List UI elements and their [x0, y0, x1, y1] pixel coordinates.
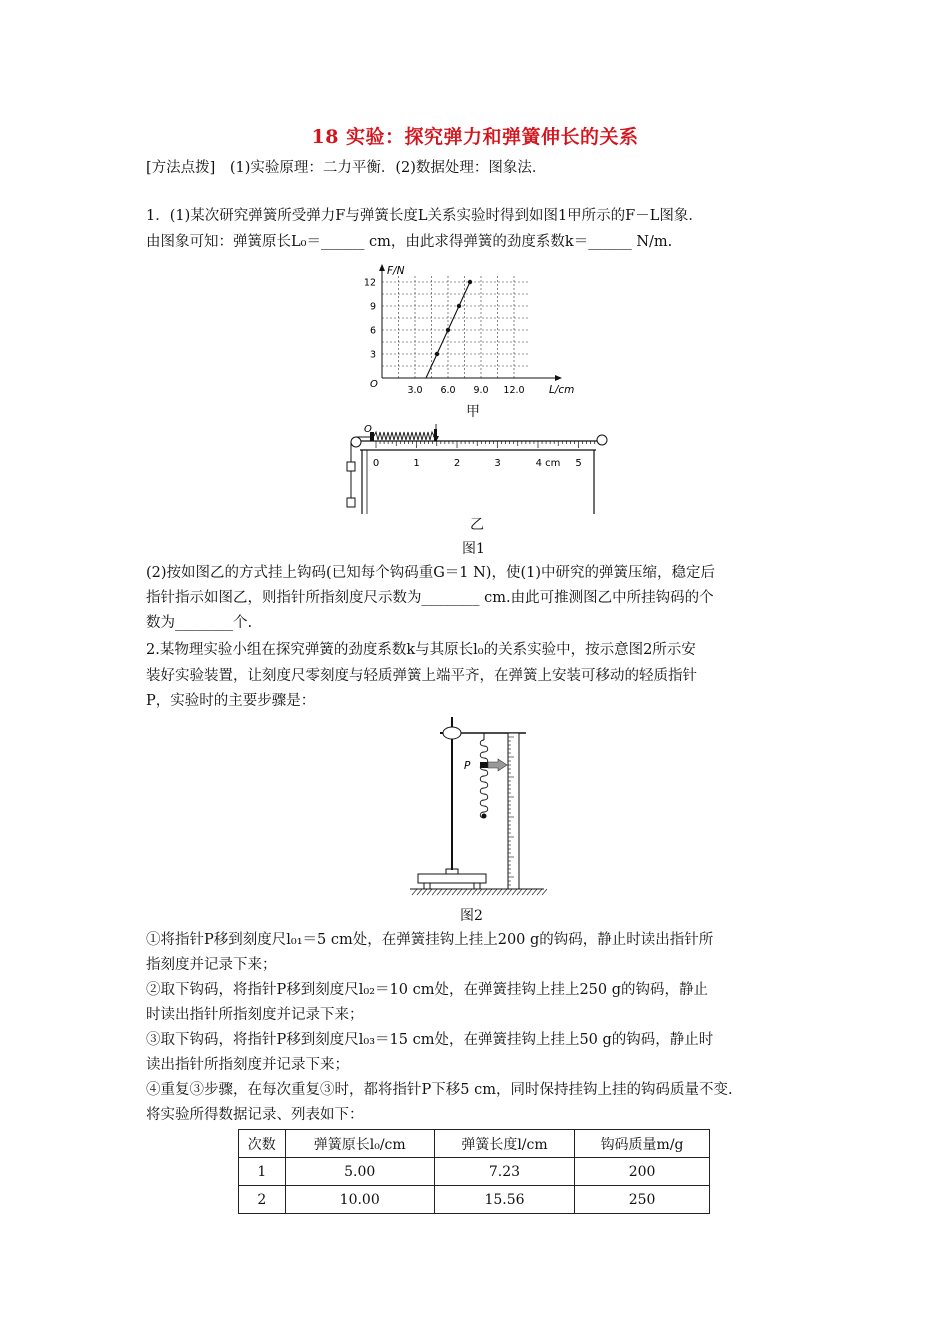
ruler-ticks	[376, 441, 595, 448]
floor-hatch-line	[452, 889, 457, 895]
q2-step-5: 将实验所得数据记录、列表如下：	[146, 1107, 364, 1123]
page-title: 18 实验：探究弹力和弹簧伸长的关系	[311, 126, 639, 148]
q2-line-1: 2.某物理实验小组在探究弹簧的劲度系数k与其原长l₀的关系实验中，按示意图2所示安	[146, 642, 696, 658]
ruler-label: 0	[372, 458, 380, 469]
base-foot-left	[424, 883, 430, 889]
q2-step-2b: 时读出指针所指刻度并记录下来；	[146, 1007, 364, 1023]
vertical-spring	[480, 740, 488, 818]
floor-hatch-line	[412, 889, 417, 895]
table-cell: 2	[239, 1186, 286, 1214]
q2-step-3a: ③取下钩码，将指针P移到刻度尺l₀₃＝15 cm处，在弹簧挂钩上挂上50 g的钩码，静止时	[146, 1032, 714, 1048]
floor-hatch-line	[542, 889, 547, 895]
table-header: 弹簧长度l/cm	[434, 1130, 574, 1158]
fig1-jia-label: 甲	[466, 404, 480, 420]
data-point	[435, 352, 439, 356]
fig1-yi-label: 乙	[470, 517, 484, 533]
floor-hatch-line	[417, 889, 422, 895]
table-header: 次数	[239, 1130, 286, 1158]
hook-weight-bottom	[347, 498, 355, 507]
x-tick-label: 6.0	[440, 385, 456, 396]
ruler-label: 5	[575, 458, 582, 469]
spring-hook-end	[482, 814, 487, 819]
spring-stand-diagram	[404, 713, 554, 901]
table-cell: 15.56	[434, 1186, 574, 1214]
y-axis-label: F/N	[387, 265, 405, 277]
floor-hatch-line	[447, 889, 452, 895]
x-axis-label: L/cm	[549, 384, 575, 396]
table-cell: 200	[575, 1158, 710, 1186]
floor-hatch-line	[532, 889, 537, 895]
floor-hatch-line	[462, 889, 467, 895]
floor-hatch-line	[442, 889, 447, 895]
table-row	[239, 1186, 710, 1214]
q1-line-1: 1．(1)某次研究弹簧所受弹力F与弹簧长度L关系实验时得到如图1甲所示的F－L图象．	[146, 208, 703, 224]
right-knob	[597, 435, 607, 445]
stand-base	[418, 874, 486, 883]
table-cell: 1	[239, 1158, 286, 1186]
spring-coil	[374, 432, 434, 440]
vertical-ruler	[508, 733, 519, 889]
table-header: 钩码质量m/g	[575, 1130, 710, 1158]
fig1-caption: 图1	[462, 541, 485, 557]
y-tick-label: 3	[369, 349, 376, 361]
floor-hatch-line	[467, 889, 472, 895]
q2-step-3b: 读出指针所指刻度并记录下来；	[146, 1057, 349, 1073]
q1-line-2: 由图象可知：弹簧原长L₀＝______ cm，由此求得弹簧的劲度系数k＝______ N/m.	[146, 234, 673, 250]
x-tick-label: 12.0	[503, 385, 525, 396]
spring-ruler-diagram	[340, 420, 616, 520]
x-tick-label: 3.0	[407, 385, 423, 396]
ruler-label: 3	[494, 458, 501, 469]
table-cell: 10.00	[285, 1186, 434, 1214]
floor-hatch-line	[482, 889, 487, 895]
origin-label: O	[370, 379, 378, 390]
data-point	[457, 304, 461, 308]
pointer-p-block	[480, 762, 488, 768]
chart-grid	[382, 276, 528, 378]
floor-hatch-line	[472, 889, 477, 895]
x-tick-label: 9.0	[473, 385, 489, 396]
floor-hatch-line	[432, 889, 437, 895]
floor-hatch-line	[502, 889, 507, 895]
floor-hatch-line	[507, 889, 512, 895]
q2-step-1b: 指刻度并记录下来；	[146, 957, 277, 973]
base-foot-right	[474, 883, 480, 889]
ruler-label: 4 cm	[535, 458, 561, 469]
table-cell: 250	[575, 1186, 710, 1214]
method-tip: [方法点拨] (1)实验原理：二力平衡．(2)数据处理：图象法．	[146, 160, 547, 176]
y-tick-label: 12	[363, 277, 376, 289]
floor-hatch-line	[537, 889, 542, 895]
floor-hatch-line	[522, 889, 527, 895]
floor-hatch-line	[427, 889, 432, 895]
q2-line-3: P，实验时的主要步骤是：	[146, 693, 316, 709]
floor-hatch-line	[512, 889, 517, 895]
floor-hatch-line	[492, 889, 497, 895]
left-pulley	[351, 437, 361, 447]
q1-line-4: 指针指示如图乙，则指针所指刻度尺示数为________ cm.由此可推测图乙中所挂钩码的个	[146, 590, 714, 606]
clamp	[443, 727, 461, 739]
table-row	[239, 1158, 710, 1186]
q2-step-4: ④重复③步骤，在每次重复③时，都将指针P下移5 cm，同时保持挂钩上挂的钩码质量不变.	[146, 1082, 733, 1098]
floor-hatch-line	[497, 889, 502, 895]
x-axis-arrow	[555, 375, 562, 381]
q2-step-2a: ②取下钩码，将指针P移到刻度尺l₀₂＝10 cm处，在弹簧挂钩上挂上250 g的钩码，静止	[146, 982, 709, 998]
ruler-label: 2	[453, 458, 461, 469]
chart-marks	[426, 280, 472, 378]
floor-hatch-line	[527, 889, 532, 895]
floor-hatch-line	[422, 889, 427, 895]
q2-line-2: 装好实验装置，让刻度尺零刻度与轻质弹簧上端平齐，在弹簧上安装可移动的轻质指针	[146, 668, 697, 684]
data-table	[238, 1129, 710, 1214]
floor-hatch-line	[517, 889, 522, 895]
floor-hatch-line	[487, 889, 492, 895]
y-axis-arrow	[379, 264, 385, 271]
floor-hatch-line	[477, 889, 482, 895]
spring-origin-label: O	[364, 424, 372, 435]
q1-line-5: 数为________个.	[146, 615, 253, 631]
q1-line-3: (2)按如图乙的方式挂上钩码(已知每个钩码重G＝1 N)，使(1)中研究的弹簧压缩，稳定后	[146, 565, 715, 581]
data-point	[446, 328, 450, 332]
y-tick-label: 6	[369, 325, 376, 337]
pointer-p-label: P	[464, 760, 471, 772]
fig2-caption: 图2	[460, 908, 483, 924]
fl-chart	[360, 262, 600, 410]
ruler-label: 1	[413, 458, 420, 469]
floor-hatch	[412, 889, 547, 895]
table-cell: 5.00	[285, 1158, 434, 1186]
q2-step-1a: ①将指针P移到刻度尺l₀₁＝5 cm处，在弹簧挂钩上挂上200 g的钩码，静止时读出指针所	[146, 932, 714, 948]
floor-hatch-line	[457, 889, 462, 895]
table-header-row	[239, 1130, 710, 1158]
data-point	[468, 280, 472, 284]
hook-weight-top	[347, 462, 355, 471]
pointer-p-arrow	[488, 759, 507, 771]
y-tick-label: 9	[369, 301, 376, 313]
floor-hatch-line	[437, 889, 442, 895]
table-header: 弹簧原长l₀/cm	[285, 1130, 434, 1158]
table-cell: 7.23	[434, 1158, 574, 1186]
